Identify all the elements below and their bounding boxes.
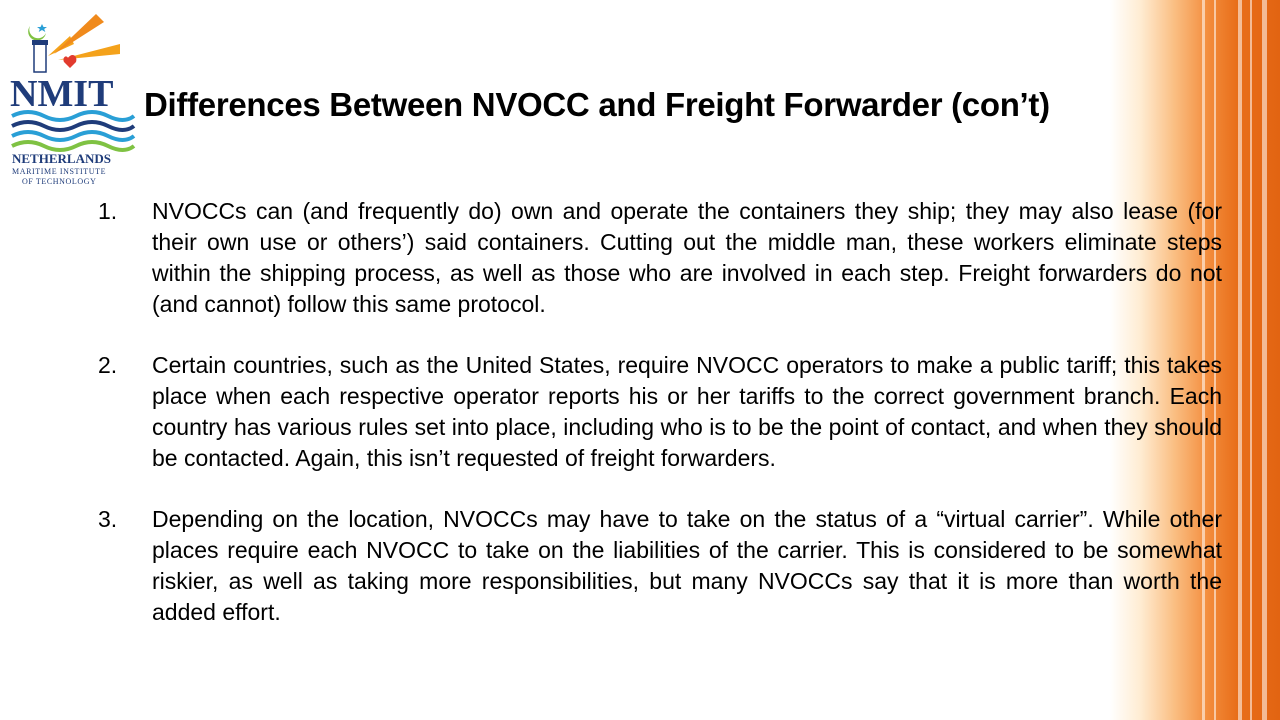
slide-title: Differences Between NVOCC and Freight Forwarder (con’t)	[144, 86, 1050, 123]
heart-icon	[63, 55, 76, 68]
logo-line3: of Technology	[22, 177, 97, 186]
numbered-list	[98, 196, 1222, 658]
list-text: Depending on the location, NVOCCs may have to take on the status of a “virtual carrier”. While other places require each NVOCC to take on the liabilities of the carrier. This is considered to be somewhat riskier, as well as taking more responsibilities, but many NVOCCs say that it is more than worth the added effort.	[152, 506, 1222, 625]
lighthouse-icon	[34, 44, 46, 72]
logo-wave	[12, 132, 134, 140]
logo-wordmark: NMIT	[10, 73, 114, 115]
logo-wave	[12, 122, 134, 130]
list-number: 2.	[98, 352, 118, 378]
list-text: Certain countries, such as the United States, require NVOCC operators to make a public tariff; this takes place when each respective operator reports his or her tariffs to the correct government branch. Each country has various rules set into place, including who is to be the point of contact, and when they should be contacted. Again, this isn’t requested of freight forwarders.	[152, 352, 1222, 471]
list-text: NVOCCs can (and frequently do) own and operate the containers they ship; they may also lease (for their own use or others’) said containers. Cutting out the middle man, these workers eliminate steps within the shipping process, as well as those who are involved in each step. Freight forwarders do not (and cannot) follow this same protocol.	[152, 198, 1222, 317]
list-item	[98, 196, 1222, 320]
list-number: 1.	[98, 198, 118, 224]
list-item	[98, 504, 1222, 628]
nmit-logo	[8, 8, 138, 186]
list-item	[98, 350, 1222, 474]
lighthouse-top	[32, 40, 48, 45]
decor-stripe	[1262, 0, 1267, 720]
logo-line2: Maritime Institute	[12, 167, 107, 176]
decor-stripe	[1238, 0, 1242, 720]
logo-wave	[12, 142, 134, 150]
star-icon	[37, 24, 47, 32]
logo-beam	[54, 14, 104, 54]
list-number: 3.	[98, 506, 118, 532]
decor-stripe	[1250, 0, 1252, 720]
logo-line1: Netherlands	[12, 151, 111, 166]
